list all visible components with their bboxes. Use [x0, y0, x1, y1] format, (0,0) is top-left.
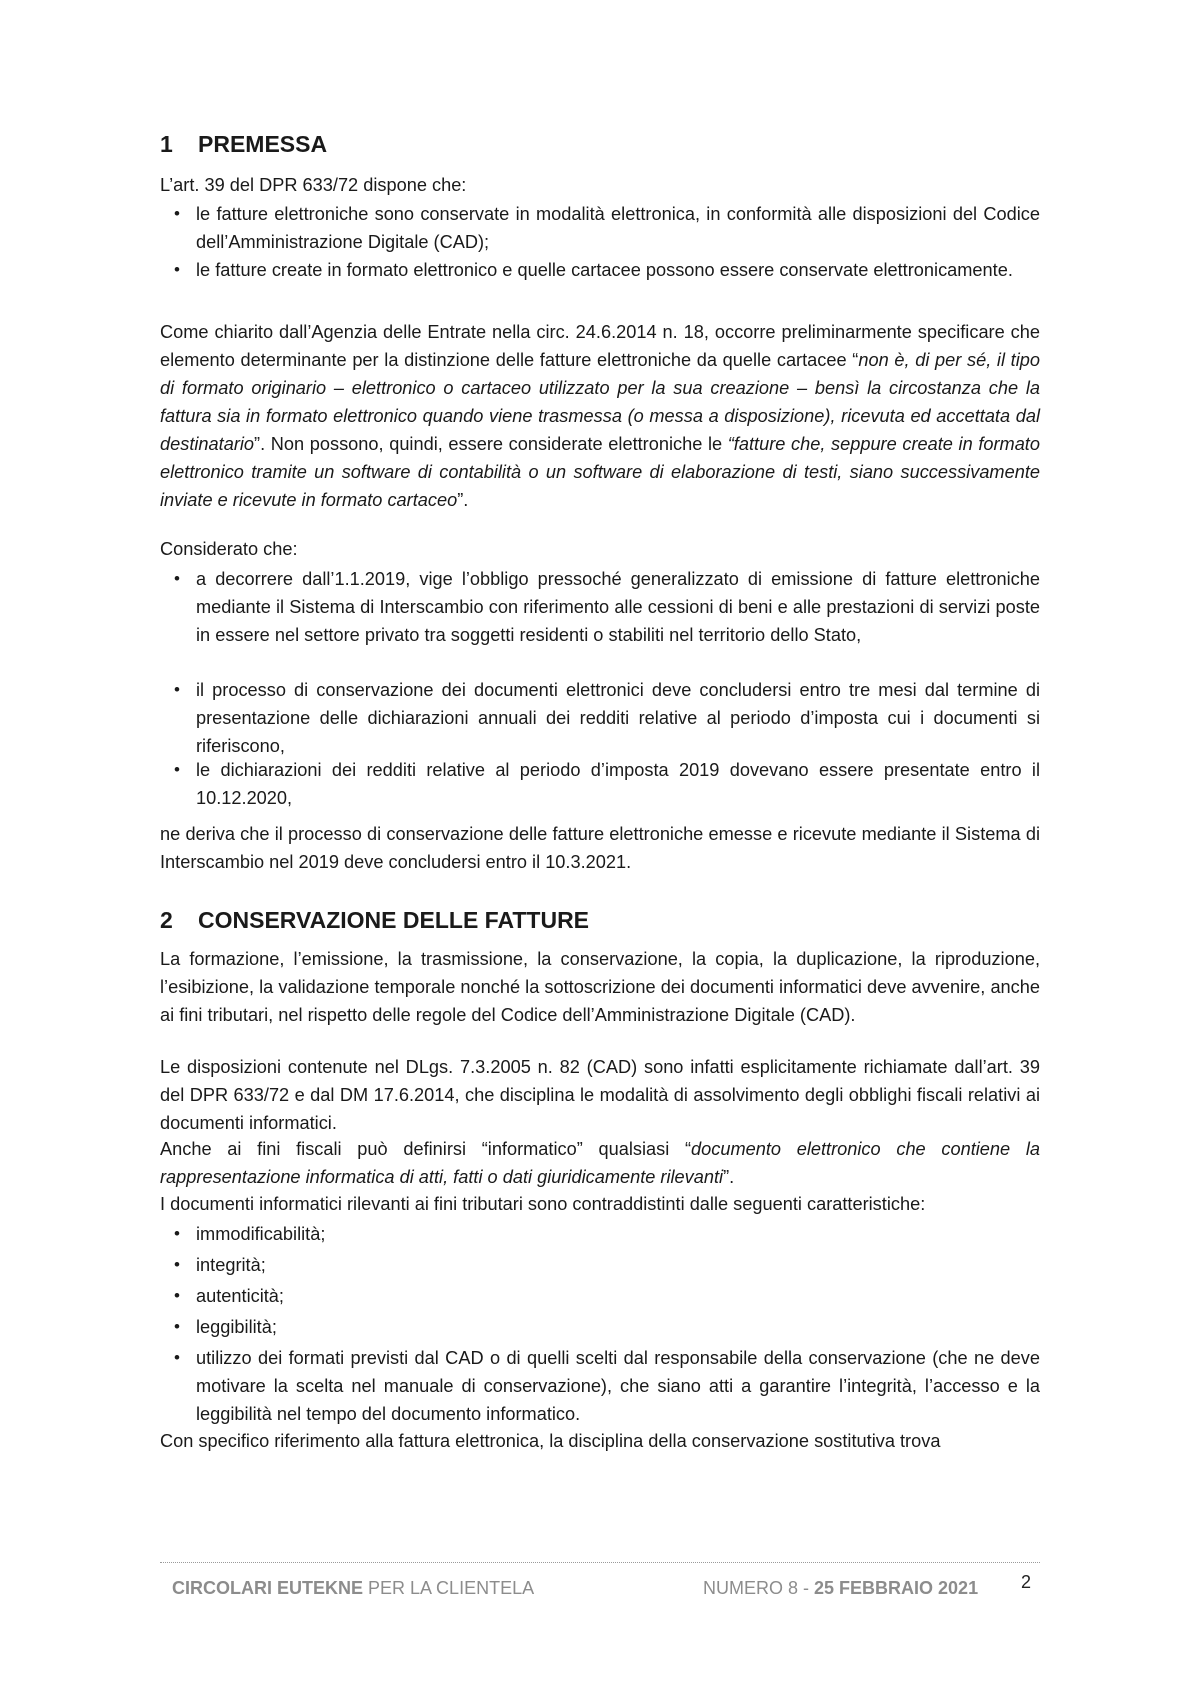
section-1-conclusion: ne deriva che il processo di conservazione delle fatture elettroniche emesse e ricevute mediante il Sistema di Interscambio nel 2019 deve concludersi entro il 10.3.2021. [160, 824, 1040, 872]
section-2-paragraph-5: Con specifico riferimento alla fattura elettronica, la disciplina della conservazione sostitutiva trova [160, 1431, 941, 1451]
page-number: 2 [1021, 1572, 1032, 1592]
footer-issue-date: 25 FEBBRAIO 2021 [814, 1578, 979, 1598]
section-1-considered: Considerato che: [160, 539, 298, 559]
list-item: • le dichiarazioni dei redditi relative al periodo d’imposta 2019 dovevano essere presentate entro il 10.12.2020, [196, 756, 1040, 812]
list-item: • utilizzo dei formati previsti dal CAD o di quelli scelti dal responsabile della conservazione (che ne deve motivare la scelta nel manuale di conservazione), che siano atti a garantire l’integrità, l’accesso e la leggibilità nel tempo del documento informatico. [196, 1344, 1040, 1428]
quote-text: “fatture che, seppure create in formato elettronico tramite un software di contabilità o un software di elaborazione di testi, siano successivamente inviate e ricevute in formato cartaceo [160, 434, 1040, 510]
section-2-title: CONSERVAZIONE DELLE FATTURE [198, 907, 590, 933]
section-1-paragraph-circ [160, 318, 1040, 514]
list-item: • integrità; [196, 1251, 1040, 1279]
para-text: ”. [457, 490, 469, 510]
section-2-paragraph-2: Le disposizioni contenute nel DLgs. 7.3.2005 n. 82 (CAD) sono infatti esplicitamente richiamate dall’art. 39 del DPR 633/72 e dal DM 17.6.2014, che disciplina le modalità di assolvimento degli obblighi fiscali relativi ai documenti informatici. [160, 1057, 1040, 1133]
section-1-number: 1 [160, 131, 173, 157]
section-1-heading [160, 130, 327, 158]
section-2-heading [160, 906, 589, 934]
section-2-paragraph-3 [160, 1135, 1040, 1191]
footer-divider [160, 1562, 1040, 1563]
footer-issue-number: NUMERO 8 - [703, 1578, 815, 1598]
footer-brand-bold: CIRCOLARI EUTEKNE [172, 1578, 364, 1598]
section-2-paragraph-1: La formazione, l’emissione, la trasmissione, la conservazione, la copia, la duplicazione, la riproduzione, l’esibizione, la validazione temporale nonché la sottoscrizione dei documenti informatici deve avvenire, anche ai fini tributari, nel rispetto delle regole del Codice dell’Amministrazione Digitale (CAD). [160, 949, 1040, 1025]
footer-brand [172, 1575, 534, 1601]
footer-brand-rest: PER LA CLIENTELA [363, 1578, 535, 1598]
section-1-title: PREMESSA [198, 131, 328, 157]
list-item: • le fatture create in formato elettronico e quelle cartacee possono essere conservate elettronicamente. [196, 256, 1040, 284]
para-text: ”. Non possono, quindi, essere considerate elettroniche le [254, 434, 728, 454]
list-item: • le fatture elettroniche sono conservate in modalità elettronica, in conformità alle disposizioni del Codice dell’Amministrazione Digitale (CAD); [196, 200, 1040, 256]
quote-text: non è, di per sé, il tipo di formato originario – elettronico o cartaceo utilizzato per la sua creazione – bensì la circostanza che la fattura sia in formato elettronico quando viene trasmessa (o messa a disposizione), ricevuta ed accettata dal destinatario [160, 350, 1040, 454]
list-item: • il processo di conservazione dei documenti elettronici deve concludersi entro tre mesi dal termine di presentazione delle dichiarazioni annuali dei redditi relative al periodo d’imposta cui i documenti si riferiscono, [196, 676, 1040, 760]
list-item: • autenticità; [196, 1282, 1040, 1310]
list-item: • immodificabilità; [196, 1220, 1040, 1248]
quote-text: documento elettronico che contiene la rappresentazione informatica di atti, fatti o dati giuridicamente rilevanti [160, 1139, 1041, 1187]
section-2-paragraph-4: I documenti informatici rilevanti ai fini tributari sono contraddistinti dalle seguenti caratteristiche: [160, 1194, 926, 1214]
para-text: ”. [723, 1167, 735, 1187]
footer-issue [703, 1575, 978, 1601]
list-item: • a decorrere dall’1.1.2019, vige l’obbligo pressoché generalizzato di emissione di fatture elettroniche mediante il Sistema di Interscambio con riferimento alle cessioni di beni e alle prestazioni di servizi poste in essere nel settore privato tra soggetti residenti o stabiliti nel territorio dello Stato, [196, 565, 1040, 649]
section-1-intro: L’art. 39 del DPR 633/72 dispone che: [160, 175, 467, 195]
para-text: Come chiarito dall’Agenzia delle Entrate nella circ. 24.6.2014 n. 18, occorre preliminarmente specificare che elemento determinante per la distinzione delle fatture elettroniche da quelle cartacee “ [160, 322, 1040, 370]
section-2-number: 2 [160, 907, 173, 933]
list-item: • leggibilità; [196, 1313, 1040, 1341]
para-text: Anche ai fini fiscali può definirsi “informatico” qualsiasi “ [160, 1139, 692, 1159]
